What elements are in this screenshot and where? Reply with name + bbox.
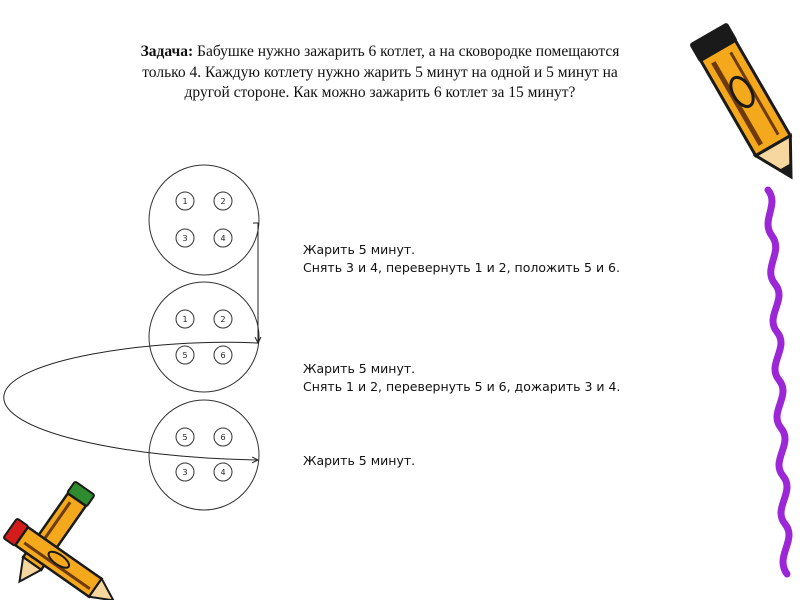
cutlet-5 — [176, 346, 194, 364]
step-2-line-2: Снять 1 и 2, перевернуть 5 и 6, дожарить 3 и 4. — [303, 379, 621, 394]
svg-text:5: 5 — [182, 433, 188, 442]
step-3 — [303, 452, 415, 470]
cutlet-4 — [214, 229, 232, 247]
step-2 — [303, 360, 620, 396]
cutlet-3 — [176, 229, 194, 247]
svg-text:2: 2 — [220, 315, 226, 324]
svg-text:6: 6 — [220, 351, 226, 360]
svg-text:5: 5 — [182, 351, 188, 360]
cutlet-4 — [214, 463, 232, 481]
svg-text:4: 4 — [220, 468, 226, 477]
cutlet-6 — [214, 346, 232, 364]
step-1 — [303, 241, 620, 277]
step-1-line-1: Жарить 5 минут. — [303, 242, 416, 257]
svg-text:4: 4 — [220, 234, 226, 243]
svg-text:1: 1 — [182, 315, 188, 324]
cutlet-3 — [176, 463, 194, 481]
step-2-line-1: Жарить 5 минут. — [303, 361, 416, 376]
problem-line-3: другой стороне. Как можно зажарить 6 котлет за 15 минут? — [184, 84, 576, 101]
problem-line-1: Задача: Бабушке нужно зажарить 6 котлет, а на сковородке помещаются — [140, 43, 620, 60]
svg-text:1: 1 — [182, 197, 188, 206]
wavy-line-decoration — [768, 190, 789, 574]
svg-text:6: 6 — [220, 433, 226, 442]
step-3-line-1: Жарить 5 минут. — [303, 453, 416, 468]
pencil-icon — [689, 22, 800, 188]
cutlet-2 — [214, 192, 232, 210]
svg-text:2: 2 — [220, 197, 226, 206]
cutlet-6 — [214, 428, 232, 446]
svg-text:3: 3 — [182, 468, 188, 477]
cutlet-5 — [176, 428, 194, 446]
svg-text:3: 3 — [182, 234, 188, 243]
pan-1 — [149, 165, 259, 275]
problem-label: Задача: — [140, 43, 194, 60]
pan-2 — [149, 282, 259, 392]
cutlet-2 — [214, 310, 232, 328]
problem-line-2: только 4. Каждую котлету нужно жарить 5 минут на одной и 5 минут на — [142, 63, 618, 81]
cutlet-1 — [176, 192, 194, 210]
step-1-line-2: Снять 3 и 4, перевернуть 1 и 2, положить 5 и 6. — [303, 260, 620, 275]
cutlet-1 — [176, 310, 194, 328]
crossed-pencils-icon — [3, 481, 120, 600]
